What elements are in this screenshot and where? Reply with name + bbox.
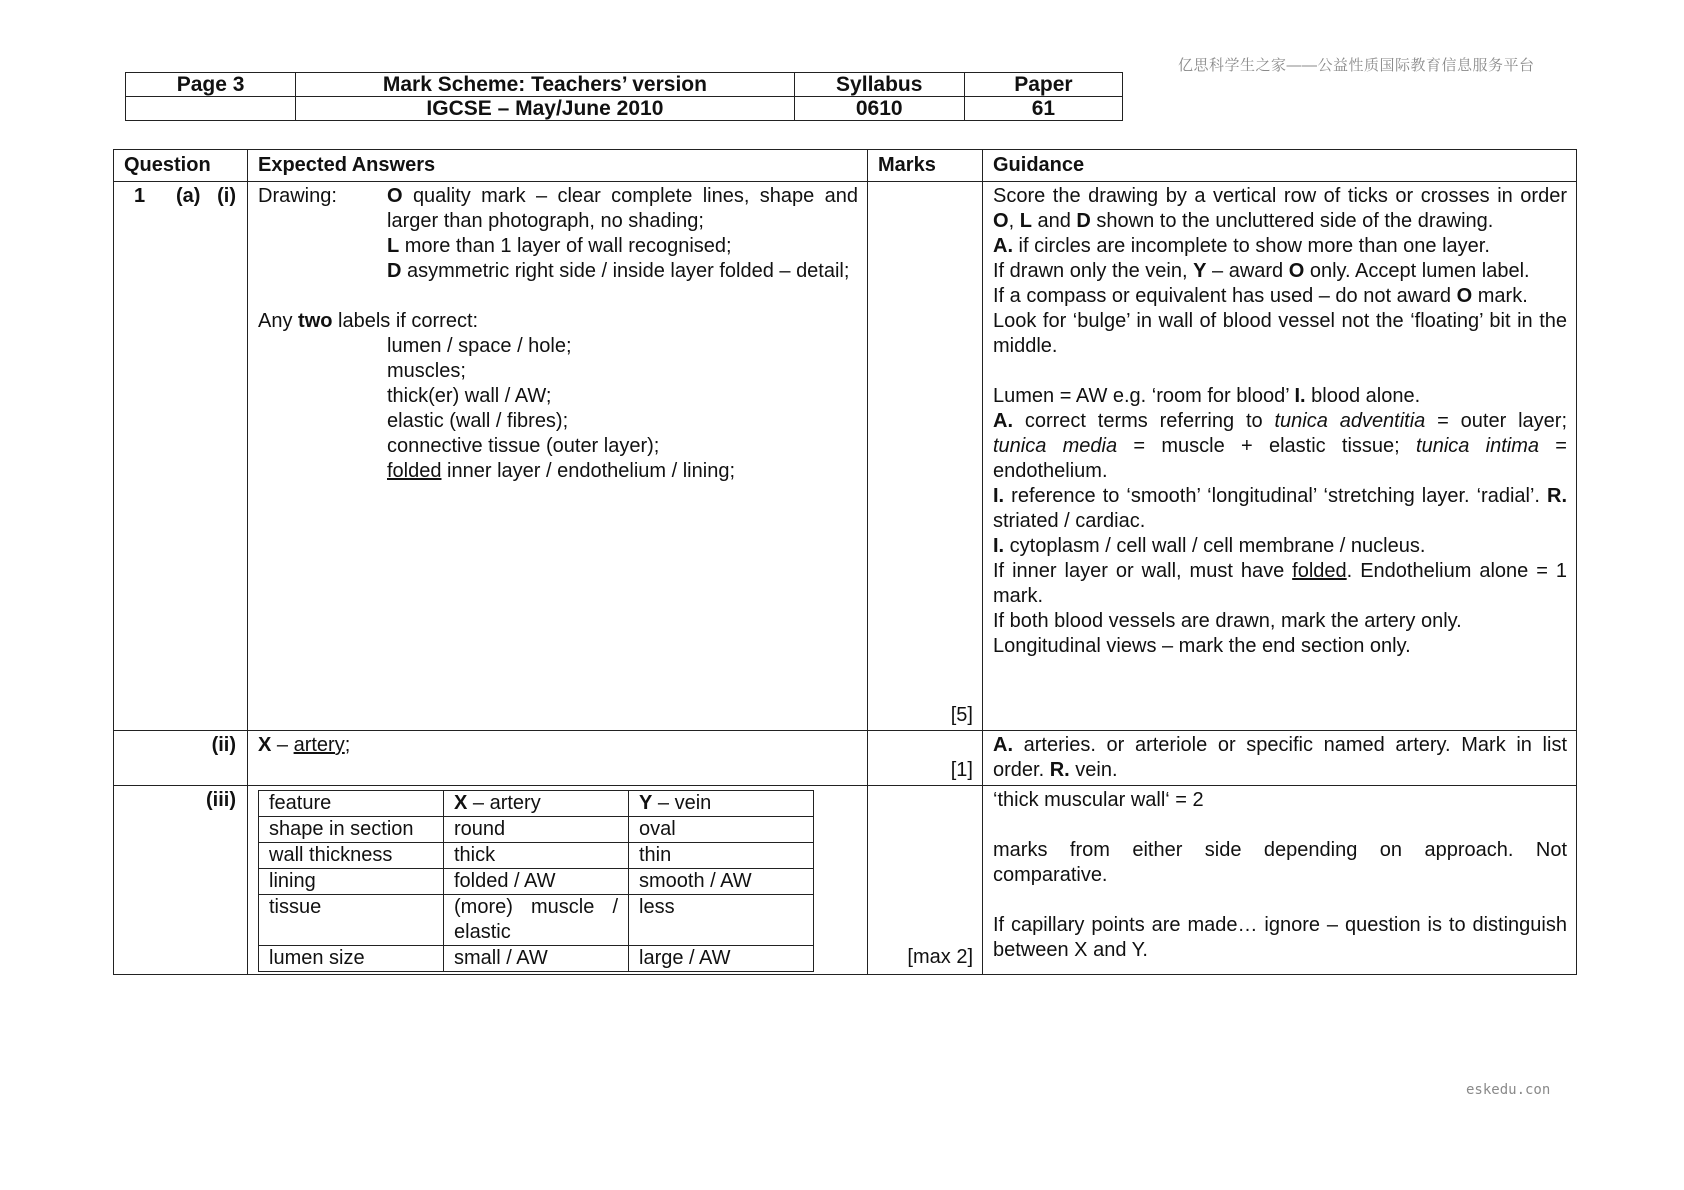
marks-value: [1] xyxy=(950,759,973,781)
doc-title: Mark Scheme: Teachers’ version xyxy=(296,73,795,97)
paper-number: 61 xyxy=(964,97,1122,121)
question-number: 1 xyxy=(134,185,146,207)
guidance-line: Longitudinal views – mark the end section only. xyxy=(993,635,1411,657)
guidance-line: Look for ‘bulge’ in wall of blood vessel not the ‘floating’ bit in the middle. xyxy=(993,310,1567,357)
marks-cell xyxy=(868,731,983,786)
artery-header: X – artery xyxy=(444,791,629,817)
guidance-line: A. arteries. or arteriole or specific named artery. Mark in list order. R. vein. xyxy=(993,734,1567,781)
marks-cell xyxy=(868,182,983,731)
syllabus-label: Syllabus xyxy=(794,73,964,97)
drawing-lead: Drawing: xyxy=(258,185,337,207)
labels-instruction: Any two labels if correct: xyxy=(258,310,479,332)
marks-value: [5] xyxy=(950,704,973,726)
label-item: folded inner layer / endothelium / lining; xyxy=(387,460,735,482)
artery-cell: (more) muscle / elastic xyxy=(444,895,629,946)
question-id xyxy=(114,731,248,786)
marks-value: [max 2] xyxy=(907,946,973,968)
col-expected-answers: Expected Answers xyxy=(248,150,868,182)
guidance-cell xyxy=(983,786,1577,975)
exam-session: IGCSE – May/June 2010 xyxy=(296,97,795,121)
question-part: (a) xyxy=(176,185,201,207)
vein-header: Y – vein xyxy=(629,791,814,817)
expected-answer xyxy=(248,786,868,975)
comparison-row xyxy=(259,817,814,843)
guidance-line: A. correct terms referring to tunica adventitia = outer layer; tunica media = muscle + elastic tissue; tunica intima = endothelium. xyxy=(993,410,1568,482)
watermark-bottom: eskedu.con xyxy=(1466,1082,1551,1098)
guidance-line: If a compass or equivalent has used – do not award O mark. xyxy=(993,285,1528,307)
feature-cell: shape in section xyxy=(259,817,444,843)
comparison-row xyxy=(259,869,814,895)
artery-cell: folded / AW xyxy=(444,869,629,895)
expected-answer xyxy=(248,182,868,731)
vein-cell: oval xyxy=(629,817,814,843)
question-id xyxy=(114,786,248,975)
header-table xyxy=(125,72,1123,121)
guidance-line: marks from either side depending on approach. Not comparative. xyxy=(993,839,1567,886)
label-item: elastic (wall / fibres); xyxy=(387,410,569,432)
vein-cell: less xyxy=(629,895,814,946)
expected-answer: X – artery; xyxy=(248,731,868,786)
col-marks: Marks xyxy=(868,150,983,182)
label-list xyxy=(258,334,858,484)
vein-cell: large / AW xyxy=(629,946,814,972)
feature-cell: tissue xyxy=(259,895,444,946)
guidance-line: Score the drawing by a vertical row of ticks or crosses in order O, L and D shown to the uncluttered side of the drawing. xyxy=(993,185,1567,232)
drawing-point: L more than 1 layer of wall recognised; xyxy=(387,235,732,257)
comparison-row xyxy=(259,895,814,946)
feature-cell: wall thickness xyxy=(259,843,444,869)
comparison-row xyxy=(259,946,814,972)
label-item: lumen / space / hole; xyxy=(387,335,572,357)
guidance-line: If inner layer or wall, must have folded. Endothelium alone = 1 mark. xyxy=(993,560,1567,607)
guidance-line: A. if circles are incomplete to show more than one layer. xyxy=(993,235,1490,257)
syllabus-code: 0610 xyxy=(794,97,964,121)
question-subpart: (ii) xyxy=(211,734,236,756)
label-item: connective tissue (outer layer); xyxy=(387,435,660,457)
artery-cell: round xyxy=(444,817,629,843)
column-headers xyxy=(114,150,1577,182)
header-empty-cell xyxy=(126,97,296,121)
guidance-line: Lumen = AW e.g. ‘room for blood’ I. blood alone. xyxy=(993,385,1421,407)
guidance-cell xyxy=(983,182,1577,731)
vein-cell: thin xyxy=(629,843,814,869)
guidance-line: I. cytoplasm / cell wall / cell membrane / nucleus. xyxy=(993,535,1426,557)
question-subpart: (i) xyxy=(217,185,236,207)
comparison-table xyxy=(258,790,814,972)
col-question: Question xyxy=(114,150,248,182)
watermark-top: 亿思科学生之家——公益性质国际教育信息服务平台 xyxy=(1178,57,1535,74)
comparison-row xyxy=(259,843,814,869)
guidance-line: I. reference to ‘smooth’ ‘longitudinal’ ‘stretching layer. ‘radial’. R. striated / cardiac. xyxy=(993,485,1567,532)
artery-cell: small / AW xyxy=(444,946,629,972)
col-guidance: Guidance xyxy=(983,150,1577,182)
question-row-1aii xyxy=(114,731,1577,786)
vein-cell: smooth / AW xyxy=(629,869,814,895)
question-row-1aiii xyxy=(114,786,1577,975)
feature-header: feature xyxy=(259,791,444,817)
guidance-cell xyxy=(983,731,1577,786)
drawing-point: D asymmetric right side / inside layer folded – detail; xyxy=(387,260,850,282)
guidance-line: ‘thick muscular wall‘ = 2 xyxy=(993,789,1204,811)
label-item: thick(er) wall / AW; xyxy=(387,385,552,407)
question-id xyxy=(114,182,248,731)
feature-cell: lining xyxy=(259,869,444,895)
question-subpart: (iii) xyxy=(206,789,236,811)
marks-cell xyxy=(868,786,983,975)
guidance-line: If both blood vessels are drawn, mark the artery only. xyxy=(993,610,1462,632)
label-item: muscles; xyxy=(387,360,466,382)
paper-label: Paper xyxy=(964,73,1122,97)
feature-cell: lumen size xyxy=(259,946,444,972)
drawing-point: O quality mark – clear complete lines, shape and larger than photograph, no shading; xyxy=(387,185,858,232)
comparison-header xyxy=(259,791,814,817)
page-number: Page 3 xyxy=(126,73,296,97)
mark-scheme-table xyxy=(113,149,1577,975)
guidance-line: If capillary points are made… ignore – question is to distinguish between X and Y. xyxy=(993,914,1567,961)
artery-cell: thick xyxy=(444,843,629,869)
guidance-line: If drawn only the vein, Y – award O only. Accept lumen label. xyxy=(993,260,1530,282)
question-row-1ai xyxy=(114,182,1577,731)
